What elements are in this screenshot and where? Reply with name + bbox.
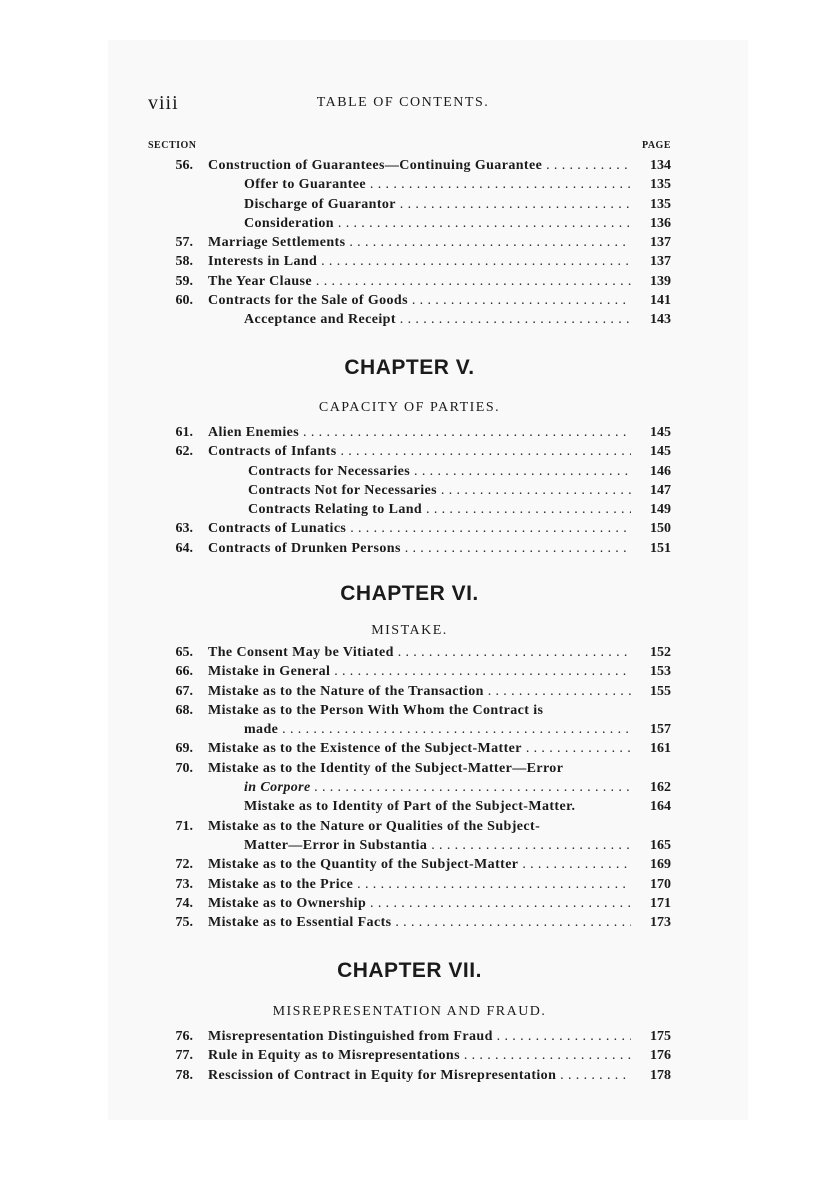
- page-ref: 173: [650, 915, 671, 931]
- section-number: 77.: [175, 1048, 193, 1064]
- entry-title: Contracts Relating to Land . . .: [248, 500, 631, 519]
- toc-entry: [148, 701, 671, 720]
- page-column-head: PAGE: [641, 140, 671, 151]
- page-ref: 145: [650, 425, 671, 440]
- entry-title: Contracts of Lunatics . . .: [208, 519, 631, 538]
- page-ref: 152: [650, 645, 671, 660]
- page-ref: 145: [650, 444, 671, 460]
- section-number: 68.: [175, 702, 193, 718]
- page-ref: 175: [650, 1029, 671, 1044]
- toc-entry: [148, 662, 671, 681]
- section-number: 72.: [175, 857, 193, 873]
- section-number: 74.: [175, 895, 193, 911]
- toc-entry: [148, 720, 671, 739]
- page-ref: 143: [650, 312, 671, 328]
- chapter-7-title: CHAPTER VII.: [337, 959, 482, 982]
- toc-entry: [148, 175, 671, 194]
- entry-title: Contracts for Necessaries . . .: [248, 462, 631, 481]
- chapter-5-title: CHAPTER V.: [344, 356, 475, 379]
- toc-entry: [148, 1046, 671, 1065]
- section-number: 69.: [175, 741, 193, 757]
- page-ref: 157: [650, 722, 671, 738]
- entry-title: made . . .: [244, 720, 631, 739]
- entry-title: Contracts of Drunken Persons . . .: [208, 539, 631, 558]
- entry-title: Mistake as to the Nature or Qualities of the Subject-: [208, 818, 541, 834]
- running-title: TABLE OF CONTENTS.: [316, 95, 490, 110]
- section-number: 62.: [175, 444, 193, 460]
- toc-entry: [148, 759, 671, 778]
- section-number: 78.: [175, 1067, 193, 1083]
- toc-entry: [148, 156, 671, 175]
- page-ref: 165: [650, 837, 671, 853]
- entry-title: Mistake as to the Person With Whom the Contract is: [208, 702, 544, 718]
- entry-title: Mistake as to the Price . . .: [208, 875, 631, 894]
- entry-title: Offer to Guarantee . . .: [244, 175, 631, 194]
- section-number: 76.: [175, 1029, 193, 1044]
- section-number: 65.: [175, 645, 193, 660]
- page-ref: 153: [650, 664, 671, 680]
- toc-block-chapter-5: [148, 423, 671, 558]
- chapter-6-subtitle: MISTAKE.: [371, 623, 448, 638]
- page-ref: 137: [650, 235, 671, 251]
- toc-entry: [148, 519, 671, 538]
- toc-entry: [148, 272, 671, 291]
- toc-entry: [148, 481, 671, 500]
- entry-title: Construction of Guarantees—Continuing Guarantee . . .: [208, 156, 631, 175]
- entry-title: Interests in Land . . .: [208, 252, 631, 271]
- page-ref: 170: [650, 876, 671, 892]
- entry-title: Mistake as to the Nature of the Transaction . . .: [208, 682, 631, 701]
- page-ref: 176: [650, 1048, 671, 1064]
- page-ref: 169: [650, 857, 671, 873]
- section-column-head: SECTION: [148, 140, 197, 151]
- entry-title: The Year Clause . . .: [208, 272, 631, 291]
- toc-entry: [148, 252, 671, 271]
- entry-title: Marriage Settlements . . .: [208, 233, 631, 252]
- entry-title: Rule in Equity as to Misrepresentations . . .: [208, 1046, 631, 1065]
- entry-title: Mistake as to the Existence of the Subject-Matter . . .: [208, 739, 631, 758]
- toc-entry: [148, 539, 671, 558]
- section-number: 57.: [175, 235, 193, 251]
- toc-entry: [148, 233, 671, 252]
- entry-title: Mistake as to Ownership . . .: [208, 894, 631, 913]
- toc-entry: [148, 1027, 671, 1046]
- page-ref: 164: [650, 799, 671, 815]
- toc-entry: [148, 442, 671, 461]
- entry-title: Misrepresentation Distinguished from Fraud . . .: [208, 1027, 631, 1046]
- toc-entry: [148, 643, 671, 662]
- toc-entry: [148, 1066, 671, 1085]
- page-ref: 178: [650, 1067, 671, 1083]
- page-ref: 136: [650, 215, 671, 231]
- entry-title: Mistake as to the Quantity of the Subject-Matter . . .: [208, 855, 631, 874]
- toc-entry: [148, 817, 671, 836]
- toc-entry: [148, 797, 671, 816]
- section-number: 56.: [175, 158, 193, 173]
- section-number: 66.: [175, 664, 193, 680]
- page-ref: 137: [650, 254, 671, 270]
- chapter-7-subtitle: MISREPRESENTATION AND FRAUD.: [272, 1004, 547, 1019]
- entry-title: Matter—Error in Substantia . . .: [244, 836, 631, 855]
- toc-entry: [148, 214, 671, 233]
- section-number: 59.: [175, 273, 193, 289]
- entry-title: Mistake as to Identity of Part of the Subject-Matter.: [244, 799, 576, 815]
- page-ref: 135: [650, 177, 671, 193]
- section-number: 63.: [175, 521, 193, 537]
- entry-title: Consideration . . .: [244, 214, 631, 233]
- page-ref: 162: [650, 780, 671, 796]
- entry-title: Mistake as to Essential Facts . . .: [208, 913, 631, 932]
- toc-entry: [148, 836, 671, 855]
- toc-entry: [148, 310, 671, 329]
- entry-title: Mistake as to the Identity of the Subject-Matter—Error: [208, 760, 564, 776]
- section-number: 61.: [175, 425, 193, 440]
- toc-entry: [148, 682, 671, 701]
- page-ref: 150: [650, 521, 671, 537]
- toc-block-chapter-6: [148, 643, 671, 932]
- page-header: [148, 92, 658, 116]
- section-number: 64.: [175, 540, 193, 556]
- entry-title: Contracts for the Sale of Goods . . .: [208, 291, 631, 310]
- toc-entry: [148, 875, 671, 894]
- page-ref: 147: [650, 482, 671, 498]
- entry-title: The Consent May be Vitiated . . .: [208, 643, 631, 662]
- entry-title: Contracts Not for Necessaries . . .: [248, 481, 631, 500]
- section-number: 73.: [175, 876, 193, 892]
- page-ref: 149: [650, 502, 671, 518]
- chapter-5-subtitle: CAPACITY OF PARTIES.: [318, 400, 501, 415]
- page-number: viii: [148, 92, 179, 114]
- entry-title: Rescission of Contract in Equity for Misrepresentation . . .: [208, 1066, 631, 1085]
- page-ref: 155: [650, 683, 671, 699]
- section-number: 60.: [175, 293, 193, 309]
- entry-title: in Corpore . . .: [244, 778, 631, 797]
- column-heads: [148, 140, 671, 154]
- toc-entry: [148, 291, 671, 310]
- toc-entry: [148, 739, 671, 758]
- page-ref: 171: [650, 895, 671, 911]
- toc-block-1: [148, 156, 671, 330]
- entry-title: Discharge of Guarantor . . .: [244, 195, 631, 214]
- section-number: 75.: [175, 915, 193, 931]
- page-ref: 141: [650, 293, 671, 309]
- page-ref: 134: [650, 158, 671, 173]
- page-ref: 139: [650, 273, 671, 289]
- toc-block-chapter-7: [148, 1027, 671, 1085]
- section-number: 58.: [175, 254, 193, 270]
- toc-entry: [148, 778, 671, 797]
- page-ref: 151: [650, 540, 671, 556]
- entry-title: Alien Enemies . . .: [208, 423, 631, 442]
- toc-entry: [148, 195, 671, 214]
- toc-entry: [148, 500, 671, 519]
- toc-entry: [148, 913, 671, 932]
- entry-title: Mistake in General . . .: [208, 662, 631, 681]
- page-ref: 135: [650, 196, 671, 212]
- toc-entry: [148, 423, 671, 442]
- toc-entry: [148, 894, 671, 913]
- entry-title: Contracts of Infants . . .: [208, 442, 631, 461]
- page-ref: 146: [650, 463, 671, 479]
- toc-entry: [148, 855, 671, 874]
- section-number: 67.: [175, 683, 193, 699]
- section-number: 70.: [175, 760, 193, 776]
- entry-title: Acceptance and Receipt . . .: [244, 310, 631, 329]
- toc-entry: [148, 462, 671, 481]
- chapter-6-title: CHAPTER VI.: [340, 582, 479, 605]
- page-ref: 161: [650, 741, 671, 757]
- section-number: 71.: [175, 818, 193, 834]
